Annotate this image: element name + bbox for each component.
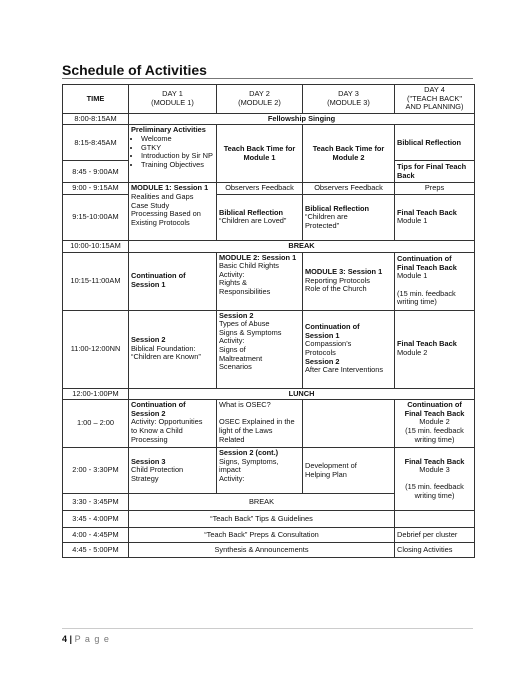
activity-cell: LUNCH bbox=[129, 388, 475, 400]
activity-cell: Continuation of Session 2 Activity: Opportunities to Know a Child Processing bbox=[129, 400, 217, 448]
table-row bbox=[63, 125, 475, 161]
activity-cell: Session 3 Child Protection Strategy bbox=[129, 448, 217, 494]
time-cell: 11:00-12:00NN bbox=[63, 310, 129, 388]
header-day3: DAY 3 (MODULE 3) bbox=[303, 85, 395, 114]
activity-cell: Development of Helping Plan bbox=[303, 448, 395, 494]
header-day4: DAY 4 ("TEACH BACK" AND PLANNING) bbox=[395, 85, 475, 114]
title-underline bbox=[62, 78, 473, 79]
time-cell: 4:45 - 5:00PM bbox=[63, 543, 129, 558]
activity-cell: Preps bbox=[395, 183, 475, 195]
activity-cell: Final Teach Back Module 1 bbox=[395, 194, 475, 240]
page-title: Schedule of Activities bbox=[62, 62, 207, 78]
footer-divider bbox=[62, 628, 473, 629]
activity-cell bbox=[303, 400, 395, 448]
activity-cell: Continuation of Session 1 bbox=[129, 252, 217, 310]
activity-cell: Preliminary Activities • Welcome • GTKY • Introduction by Sir NP • Training Objectives bbox=[129, 125, 217, 183]
time-cell: 8:45 - 9:00AM bbox=[63, 161, 129, 183]
activity-cell: Debrief per cluster bbox=[395, 528, 475, 543]
time-cell: 2:00 - 3:30PM bbox=[63, 448, 129, 494]
time-cell: 1:00 – 2:00 bbox=[63, 400, 129, 448]
header-row bbox=[63, 85, 475, 114]
time-cell: 4:00 - 4:45PM bbox=[63, 528, 129, 543]
activity-cell: Final Teach Back Module 2 bbox=[395, 310, 475, 388]
activity-cell: Biblical Reflection bbox=[395, 125, 475, 161]
table-row bbox=[63, 113, 475, 125]
activity-cell: “Teach Back” Tips & Guidelines bbox=[129, 511, 395, 528]
activity-cell: Continuation of Final Teach Back Module 1 (15 min. feedback writing time) bbox=[395, 252, 475, 310]
activity-cell: Teach Back Time for Module 1 bbox=[217, 125, 303, 183]
table-row bbox=[63, 388, 475, 400]
table-row bbox=[63, 252, 475, 310]
activity-cell: Observers Feedback bbox=[303, 183, 395, 195]
list-item: • Training Objectives bbox=[141, 161, 214, 170]
activity-cell: Fellowship Singing bbox=[129, 113, 475, 125]
time-cell: 8:00-8:15AM bbox=[63, 113, 129, 125]
header-day1: DAY 1 (MODULE 1) bbox=[129, 85, 217, 114]
activity-cell: MODULE 3: Session 1 Reporting Protocols Role of the Church bbox=[303, 252, 395, 310]
activity-cell: Final Teach Back Module 3 (15 min. feedback writing time) bbox=[395, 448, 475, 511]
activity-cell: “Teach Back” Preps & Consultation bbox=[129, 528, 395, 543]
table-row bbox=[63, 511, 475, 528]
table-row bbox=[63, 310, 475, 388]
activity-cell: Session 2 Types of Abuse Signs & Symptoms Activity: Signs of Maltreatment Scenarios bbox=[217, 310, 303, 388]
time-cell: 8:15-8:45AM bbox=[63, 125, 129, 161]
table-row bbox=[63, 400, 475, 448]
header-day2: DAY 2 (MODULE 2) bbox=[217, 85, 303, 114]
activity-cell: Session 2 Biblical Foundation: “Children are Known” bbox=[129, 310, 217, 388]
time-cell: 10:15-11:00AM bbox=[63, 252, 129, 310]
activity-cell bbox=[395, 511, 475, 528]
activity-cell: Biblical Reflection “Children are Protected” bbox=[303, 194, 395, 240]
footer-separator: | bbox=[69, 634, 73, 644]
activity-cell: BREAK bbox=[129, 240, 475, 252]
activity-cell: Teach Back Time for Module 2 bbox=[303, 125, 395, 183]
schedule-table bbox=[62, 84, 475, 558]
activity-cell: Synthesis & Announcements bbox=[129, 543, 395, 558]
time-cell: 10:00-10:15AM bbox=[63, 240, 129, 252]
activity-cell: Tips for Final Teach Back bbox=[395, 161, 475, 183]
activity-cell: Closing Activities bbox=[395, 543, 475, 558]
activity-cell: What is OSEC? OSEC Explained in the light of the Laws Related bbox=[217, 400, 303, 448]
activity-cell: MODULE 1: Session 1 Realities and Gaps Case Study Processing Based on Existing Protocols bbox=[129, 183, 217, 241]
activity-cell: Continuation of Session 1 Compassion’s Protocols Session 2 After Care Interventions bbox=[303, 310, 395, 388]
time-cell: 3:45 - 4:00PM bbox=[63, 511, 129, 528]
time-cell: 12:00-1:00PM bbox=[63, 388, 129, 400]
page-footer bbox=[62, 634, 110, 644]
header-time: TIME bbox=[63, 85, 129, 114]
activity-cell: MODULE 2: Session 1 Basic Child Rights Activity: Rights & Responsibilities bbox=[217, 252, 303, 310]
table-row bbox=[63, 543, 475, 558]
page-label: P a g e bbox=[74, 634, 110, 644]
time-cell: 3:30 - 3:45PM bbox=[63, 494, 129, 511]
time-cell: 9:00 - 9:15AM bbox=[63, 183, 129, 195]
table-row bbox=[63, 528, 475, 543]
activity-cell: Observers Feedback bbox=[217, 183, 303, 195]
activity-cell: Session 2 (cont.) Signs, Symptoms, impact Activity: bbox=[217, 448, 303, 494]
list-item: • Introduction by Sir NP bbox=[141, 152, 214, 161]
table-row bbox=[63, 183, 475, 195]
list-item: • Welcome bbox=[141, 135, 214, 144]
activity-cell: Biblical Reflection “Children are Loved” bbox=[217, 194, 303, 240]
activity-cell: BREAK bbox=[129, 494, 395, 511]
activity-cell: Continuation of Final Teach Back Module 2 (15 min. feedback writing time) bbox=[395, 400, 475, 448]
page-number: 4 bbox=[62, 634, 68, 644]
list-item: • GTKY bbox=[141, 144, 214, 153]
table-row bbox=[63, 448, 475, 494]
table-row bbox=[63, 240, 475, 252]
time-cell: 9:15-10:00AM bbox=[63, 194, 129, 240]
table-row bbox=[63, 194, 475, 240]
